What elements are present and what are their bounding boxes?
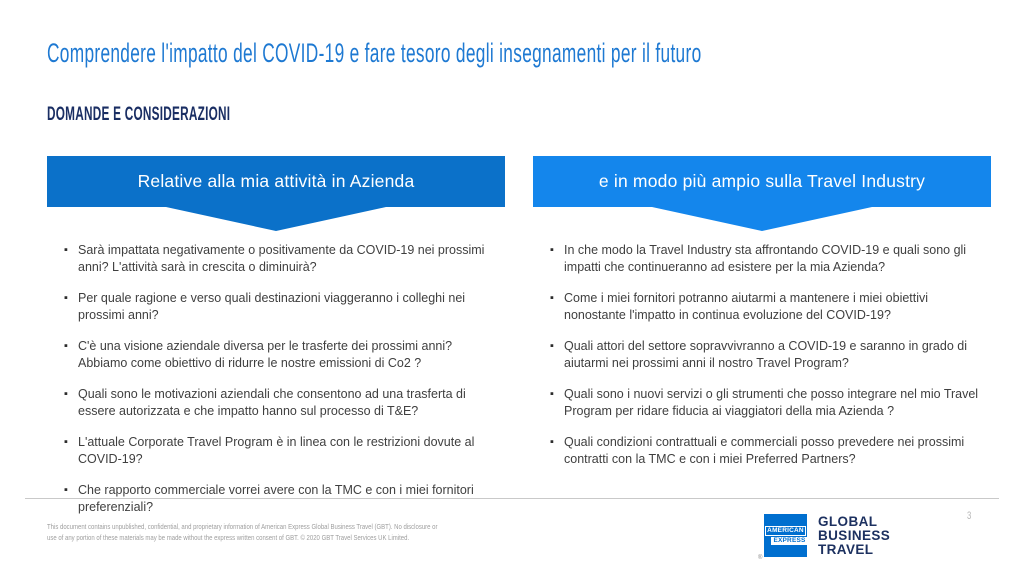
bullet-list-industry [533, 242, 991, 468]
bullet-item: ▪ Che rapporto commerciale vorrei avere con la TMC e con i miei fornitori preferenziali? [78, 482, 501, 516]
bullet-item: ▪ Come i miei fornitori potranno aiutarmi a mantenere i miei obiettivi nonostante l'impatto in continua evoluzione del COVID-19? [564, 290, 987, 324]
banner-right [533, 156, 991, 231]
page-number-text: 3 [967, 510, 972, 522]
banner-left-label: Relative alla mia attività in Azienda [137, 171, 415, 191]
gbt-word-travel: TRAVEL [818, 541, 874, 557]
bullet-list-company [47, 242, 505, 516]
slide-subtitle [47, 104, 343, 126]
disclaimer-line-1: This document contains unpublished, confidential, and proprietary information of American Express Global Business Travel (GBT). No disclosure or [47, 522, 438, 531]
bullet-item: ▪ Quali attori del settore sopravvivranno a COVID-19 e saranno in grado di aiutarmi nei prossimi anni il nostro Travel Program? [564, 338, 987, 372]
footer-divider [25, 498, 999, 499]
column-right-industry [533, 156, 991, 530]
american-express-blue-box-logo [758, 514, 807, 561]
registered-trademark-symbol: ® [758, 555, 763, 561]
bullet-item: ▪ Per quale ragione e verso quali destinazioni viaggeranno i colleghi nei prossimi anni? [78, 290, 501, 324]
bullet-item: ▪ Quali sono i nuovi servizi o gli strumenti che posso integrare nel mio Travel Program per ridare fiducia ai viaggiatori della mia Azienda ? [564, 386, 987, 420]
footer-disclaimer [47, 521, 535, 543]
bullet-item: ▪ Quali sono le motivazioni aziendali che consentono ad una trasferta di essere autorizzata e che impatto hanno sul processo di T&E? [78, 386, 501, 420]
bullet-item: ▪ Sarà impattata negativamente o positivamente da COVID-19 nei prossimi anni? L'attività sarà in crescita o diminuirà? [78, 242, 501, 276]
page-number [967, 510, 973, 522]
gbt-word-business: BUSINESS [818, 527, 891, 543]
bullet-item: ▪ C'è una visione aziendale diversa per le trasferte dei prossimi anni? Abbiamo come obiettivo di ridurre le nostre emissioni di Co2 ? [78, 338, 501, 372]
amex-logo-word-american: AMERICAN [767, 527, 804, 534]
global-business-travel-wordmark [818, 515, 890, 557]
slide-title [47, 38, 1024, 69]
column-left-company [47, 156, 505, 530]
amex-logo-word-express: EXPRESS [773, 537, 806, 544]
bullet-item: ▪ L'attuale Corporate Travel Program è in linea con le restrizioni dovute al COVID-19? [78, 434, 501, 468]
slide-subtitle-text: DOMANDE E CONSIDERAZIONI [47, 104, 231, 125]
banner-right-label: e in modo più ampio sulla Travel Industry [598, 171, 926, 191]
two-column-layout [47, 156, 991, 530]
slide-title-text: Comprendere l'impatto del COVID-19 e fare tesoro degli insegnamenti per il futuro [47, 38, 702, 68]
amex-gbt-logo [758, 513, 891, 561]
banner-left [47, 156, 505, 231]
disclaimer-line-2: use of any portion of these materials may be made without the express written consent of GBT. © 2020 GBT Travel Services UK Limited. [47, 533, 410, 542]
gbt-word-global: GLOBAL [818, 513, 878, 529]
bullet-item: ▪ Quali condizioni contrattuali e commerciali posso prevedere nei prossimi contratti con la TMC e con i miei Preferred Partners? [564, 434, 987, 468]
bullet-item: ▪ In che modo la Travel Industry sta affrontando COVID-19 e quali sono gli impatti che continueranno ad esistere per la mia Azienda? [564, 242, 987, 276]
